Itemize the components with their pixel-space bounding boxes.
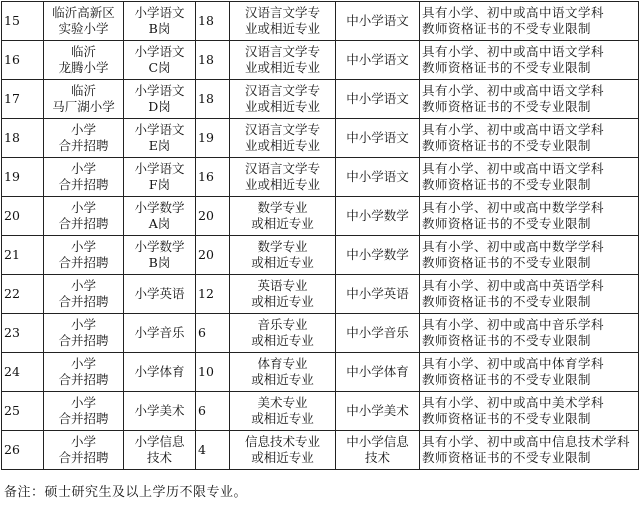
major-requirement-cell	[230, 275, 336, 314]
position-name-cell	[124, 197, 196, 236]
recruiting-unit-line: 合并招聘	[58, 450, 109, 465]
major-requirement-line: 或相近专业	[251, 255, 314, 270]
recruiting-unit-line: 合并招聘	[58, 255, 109, 270]
row-number-cell: 20	[2, 197, 44, 236]
other-requirements-line: 教师资格证书的不受专业限制	[422, 450, 592, 465]
recruiting-unit-cell	[44, 80, 124, 119]
other-requirements-cell	[420, 80, 639, 119]
recruiting-unit-cell	[44, 158, 124, 197]
position-name-cell	[124, 119, 196, 158]
row-number-cell: 15	[2, 2, 44, 41]
major-requirement-line: 业或相近专业	[244, 138, 320, 153]
position-name-cell	[124, 236, 196, 275]
table-row	[2, 314, 639, 353]
major-requirement-line: 或相近专业	[251, 372, 314, 387]
recruiting-unit-line: 合并招聘	[58, 294, 109, 309]
recruiting-unit-cell	[44, 314, 124, 353]
recruiting-unit-cell	[44, 197, 124, 236]
row-number-cell: 23	[2, 314, 44, 353]
other-requirements-line: 具有小学、初中或高中语文学科	[422, 122, 605, 137]
major-requirement-cell	[230, 353, 336, 392]
major-requirement-cell	[230, 41, 336, 80]
other-requirements-line: 具有小学、初中或高中体育学科	[422, 356, 605, 371]
position-count-cell: 20	[196, 197, 230, 236]
exam-subject-line: 中小学音乐	[346, 325, 409, 340]
other-requirements-line: 教师资格证书的不受专业限制	[422, 372, 592, 387]
other-requirements-line: 教师资格证书的不受专业限制	[422, 177, 592, 192]
exam-subject-cell	[336, 275, 420, 314]
major-requirement-line: 业或相近专业	[244, 60, 320, 75]
other-requirements-cell	[420, 2, 639, 41]
table-row	[2, 431, 639, 470]
recruiting-unit-cell	[44, 353, 124, 392]
row-number-cell: 16	[2, 41, 44, 80]
major-requirement-line: 美术专业	[257, 395, 308, 410]
recruiting-unit-line: 小学	[70, 317, 96, 332]
position-count-cell: 20	[196, 236, 230, 275]
position-name-cell	[124, 431, 196, 470]
position-name-line: A岗	[148, 216, 171, 231]
major-requirement-line: 业或相近专业	[244, 99, 320, 114]
row-number-cell: 18	[2, 119, 44, 158]
position-name-line: 小学美术	[134, 403, 185, 418]
recruiting-unit-line: 小学	[70, 239, 96, 254]
recruiting-unit-line: 小学	[70, 161, 96, 176]
row-number-cell: 24	[2, 353, 44, 392]
major-requirement-cell	[230, 158, 336, 197]
other-requirements-cell	[420, 353, 639, 392]
position-name-line: E岗	[148, 138, 171, 153]
exam-subject-line: 中小学数学	[346, 208, 409, 223]
position-name-line: 技术	[146, 450, 172, 465]
position-name-line: F岗	[148, 177, 171, 192]
exam-subject-cell	[336, 314, 420, 353]
table-row	[2, 353, 639, 392]
other-requirements-cell	[420, 197, 639, 236]
recruiting-unit-cell	[44, 119, 124, 158]
major-requirement-cell	[230, 119, 336, 158]
position-name-cell	[124, 80, 196, 119]
other-requirements-cell	[420, 119, 639, 158]
position-count-cell: 16	[196, 158, 230, 197]
recruiting-unit-line: 马厂湖小学	[52, 99, 115, 114]
exam-subject-cell	[336, 158, 420, 197]
position-name-cell	[124, 275, 196, 314]
other-requirements-cell	[420, 275, 639, 314]
exam-subject-cell	[336, 236, 420, 275]
major-requirement-line: 音乐专业	[257, 317, 308, 332]
major-requirement-cell	[230, 392, 336, 431]
other-requirements-line: 教师资格证书的不受专业限制	[422, 333, 592, 348]
position-name-cell	[124, 392, 196, 431]
recruiting-unit-line: 小学	[70, 395, 96, 410]
exam-subject-cell	[336, 197, 420, 236]
exam-subject-line: 中小学信息	[346, 434, 409, 449]
position-name-line: 小学语文	[134, 161, 185, 176]
position-name-line: 小学音乐	[134, 325, 185, 340]
other-requirements-line: 教师资格证书的不受专业限制	[422, 255, 592, 270]
other-requirements-line: 教师资格证书的不受专业限制	[422, 21, 592, 36]
other-requirements-cell	[420, 158, 639, 197]
exam-subject-line: 中小学语文	[346, 130, 409, 145]
exam-subject-line: 中小学语文	[346, 52, 409, 67]
other-requirements-cell	[420, 236, 639, 275]
exam-subject-line: 中小学语文	[346, 169, 409, 184]
major-requirement-cell	[230, 80, 336, 119]
other-requirements-line: 具有小学、初中或高中美术学科	[422, 395, 605, 410]
exam-subject-cell	[336, 80, 420, 119]
recruiting-unit-cell	[44, 41, 124, 80]
position-count-cell: 10	[196, 353, 230, 392]
other-requirements-cell	[420, 314, 639, 353]
recruiting-unit-line: 合并招聘	[58, 138, 109, 153]
position-name-line: 小学信息	[134, 434, 185, 449]
major-requirement-line: 体育专业	[257, 356, 308, 371]
position-count-cell: 6	[196, 314, 230, 353]
position-name-line: 小学数学	[134, 200, 185, 215]
position-count-cell: 4	[196, 431, 230, 470]
table-row	[2, 236, 639, 275]
row-number-cell: 17	[2, 80, 44, 119]
major-requirement-line: 或相近专业	[251, 411, 314, 426]
other-requirements-line: 具有小学、初中或高中语文学科	[422, 5, 605, 20]
other-requirements-line: 具有小学、初中或高中语文学科	[422, 44, 605, 59]
position-count-cell: 6	[196, 392, 230, 431]
table-row	[2, 119, 639, 158]
table-row	[2, 80, 639, 119]
other-requirements-cell	[420, 41, 639, 80]
recruiting-unit-line: 合并招聘	[58, 411, 109, 426]
other-requirements-line: 具有小学、初中或高中音乐学科	[422, 317, 605, 332]
other-requirements-line: 具有小学、初中或高中数学学科	[422, 200, 605, 215]
table-row	[2, 275, 639, 314]
recruiting-unit-line: 临沂高新区	[52, 5, 115, 20]
position-name-line: B岗	[148, 21, 171, 36]
other-requirements-line: 教师资格证书的不受专业限制	[422, 138, 592, 153]
other-requirements-line: 具有小学、初中或高中语文学科	[422, 83, 605, 98]
recruiting-unit-cell	[44, 275, 124, 314]
position-count-cell: 18	[196, 2, 230, 41]
other-requirements-line: 教师资格证书的不受专业限制	[422, 411, 592, 426]
position-name-line: D岗	[148, 99, 171, 114]
exam-subject-line: 中小学美术	[346, 403, 409, 418]
other-requirements-line: 教师资格证书的不受专业限制	[422, 99, 592, 114]
exam-subject-cell	[336, 2, 420, 41]
exam-subject-line: 技术	[364, 450, 390, 465]
other-requirements-line: 具有小学、初中或高中语文学科	[422, 161, 605, 176]
major-requirement-line: 汉语言文学专	[244, 122, 320, 137]
major-requirement-cell	[230, 2, 336, 41]
exam-subject-cell	[336, 119, 420, 158]
recruiting-unit-cell	[44, 392, 124, 431]
other-requirements-line: 具有小学、初中或高中英语学科	[422, 278, 605, 293]
position-name-line: C岗	[148, 60, 171, 75]
table-row	[2, 392, 639, 431]
other-requirements-cell	[420, 392, 639, 431]
position-count-cell: 18	[196, 80, 230, 119]
recruiting-unit-line: 实验小学	[58, 21, 109, 36]
position-count-cell: 18	[196, 41, 230, 80]
position-name-cell	[124, 2, 196, 41]
recruiting-unit-line: 小学	[70, 122, 96, 137]
major-requirement-line: 或相近专业	[251, 294, 314, 309]
major-requirement-line: 数学专业	[257, 239, 308, 254]
recruiting-unit-line: 龙腾小学	[58, 60, 109, 75]
position-name-line: 小学英语	[134, 286, 185, 301]
major-requirement-line: 业或相近专业	[244, 21, 320, 36]
position-name-line: B岗	[148, 255, 171, 270]
other-requirements-line: 具有小学、初中或高中数学学科	[422, 239, 605, 254]
major-requirement-line: 汉语言文学专	[244, 161, 320, 176]
recruiting-unit-line: 临沂	[70, 44, 96, 59]
other-requirements-line: 教师资格证书的不受专业限制	[422, 216, 592, 231]
footnote: 备注：硕士研究生及以上学历不限专业。	[4, 485, 248, 500]
table-body	[2, 2, 639, 470]
recruiting-unit-cell	[44, 236, 124, 275]
row-number-cell: 25	[2, 392, 44, 431]
major-requirement-cell	[230, 236, 336, 275]
major-requirement-line: 业或相近专业	[244, 177, 320, 192]
position-name-line: 小学语文	[134, 5, 185, 20]
row-number-cell: 21	[2, 236, 44, 275]
position-name-line: 小学体育	[134, 364, 185, 379]
major-requirement-line: 汉语言文学专	[244, 83, 320, 98]
position-count-cell: 12	[196, 275, 230, 314]
major-requirement-line: 数学专业	[257, 200, 308, 215]
exam-subject-cell	[336, 353, 420, 392]
exam-subject-cell	[336, 41, 420, 80]
position-name-line: 小学数学	[134, 239, 185, 254]
position-name-line: 小学语文	[134, 83, 185, 98]
recruiting-unit-line: 合并招聘	[58, 372, 109, 387]
position-name-cell	[124, 314, 196, 353]
exam-subject-line: 中小学语文	[346, 13, 409, 28]
exam-subject-line: 中小学数学	[346, 247, 409, 262]
recruiting-unit-line: 合并招聘	[58, 216, 109, 231]
table-row	[2, 158, 639, 197]
recruitment-table	[1, 1, 639, 470]
recruiting-unit-line: 小学	[70, 356, 96, 371]
position-count-cell: 19	[196, 119, 230, 158]
recruiting-unit-cell	[44, 431, 124, 470]
recruiting-unit-line: 小学	[70, 200, 96, 215]
major-requirement-cell	[230, 431, 336, 470]
major-requirement-line: 或相近专业	[251, 216, 314, 231]
position-name-cell	[124, 353, 196, 392]
major-requirement-line: 信息技术专业	[244, 434, 320, 449]
position-name-cell	[124, 158, 196, 197]
row-number-cell: 26	[2, 431, 44, 470]
recruiting-unit-line: 小学	[70, 278, 96, 293]
major-requirement-line: 或相近专业	[251, 333, 314, 348]
table-row	[2, 41, 639, 80]
major-requirement-line: 汉语言文学专	[244, 5, 320, 20]
exam-subject-line: 中小学语文	[346, 91, 409, 106]
position-name-line: 小学语文	[134, 44, 185, 59]
position-name-line: 小学语文	[134, 122, 185, 137]
major-requirement-line: 汉语言文学专	[244, 44, 320, 59]
other-requirements-line: 教师资格证书的不受专业限制	[422, 60, 592, 75]
recruiting-unit-line: 小学	[70, 434, 96, 449]
other-requirements-line: 具有小学、初中或高中信息技术学科	[422, 434, 631, 449]
recruiting-unit-line: 合并招聘	[58, 177, 109, 192]
major-requirement-line: 英语专业	[257, 278, 308, 293]
major-requirement-line: 或相近专业	[251, 450, 314, 465]
exam-subject-line: 中小学英语	[346, 286, 409, 301]
other-requirements-line: 教师资格证书的不受专业限制	[422, 294, 592, 309]
recruiting-unit-line: 临沂	[70, 83, 96, 98]
major-requirement-cell	[230, 197, 336, 236]
exam-subject-cell	[336, 392, 420, 431]
position-name-cell	[124, 41, 196, 80]
other-requirements-cell	[420, 431, 639, 470]
row-number-cell: 19	[2, 158, 44, 197]
table-row	[2, 197, 639, 236]
exam-subject-line: 中小学体育	[346, 364, 409, 379]
recruiting-unit-cell	[44, 2, 124, 41]
row-number-cell: 22	[2, 275, 44, 314]
major-requirement-cell	[230, 314, 336, 353]
table-row	[2, 2, 639, 41]
exam-subject-cell	[336, 431, 420, 470]
recruiting-unit-line: 合并招聘	[58, 333, 109, 348]
